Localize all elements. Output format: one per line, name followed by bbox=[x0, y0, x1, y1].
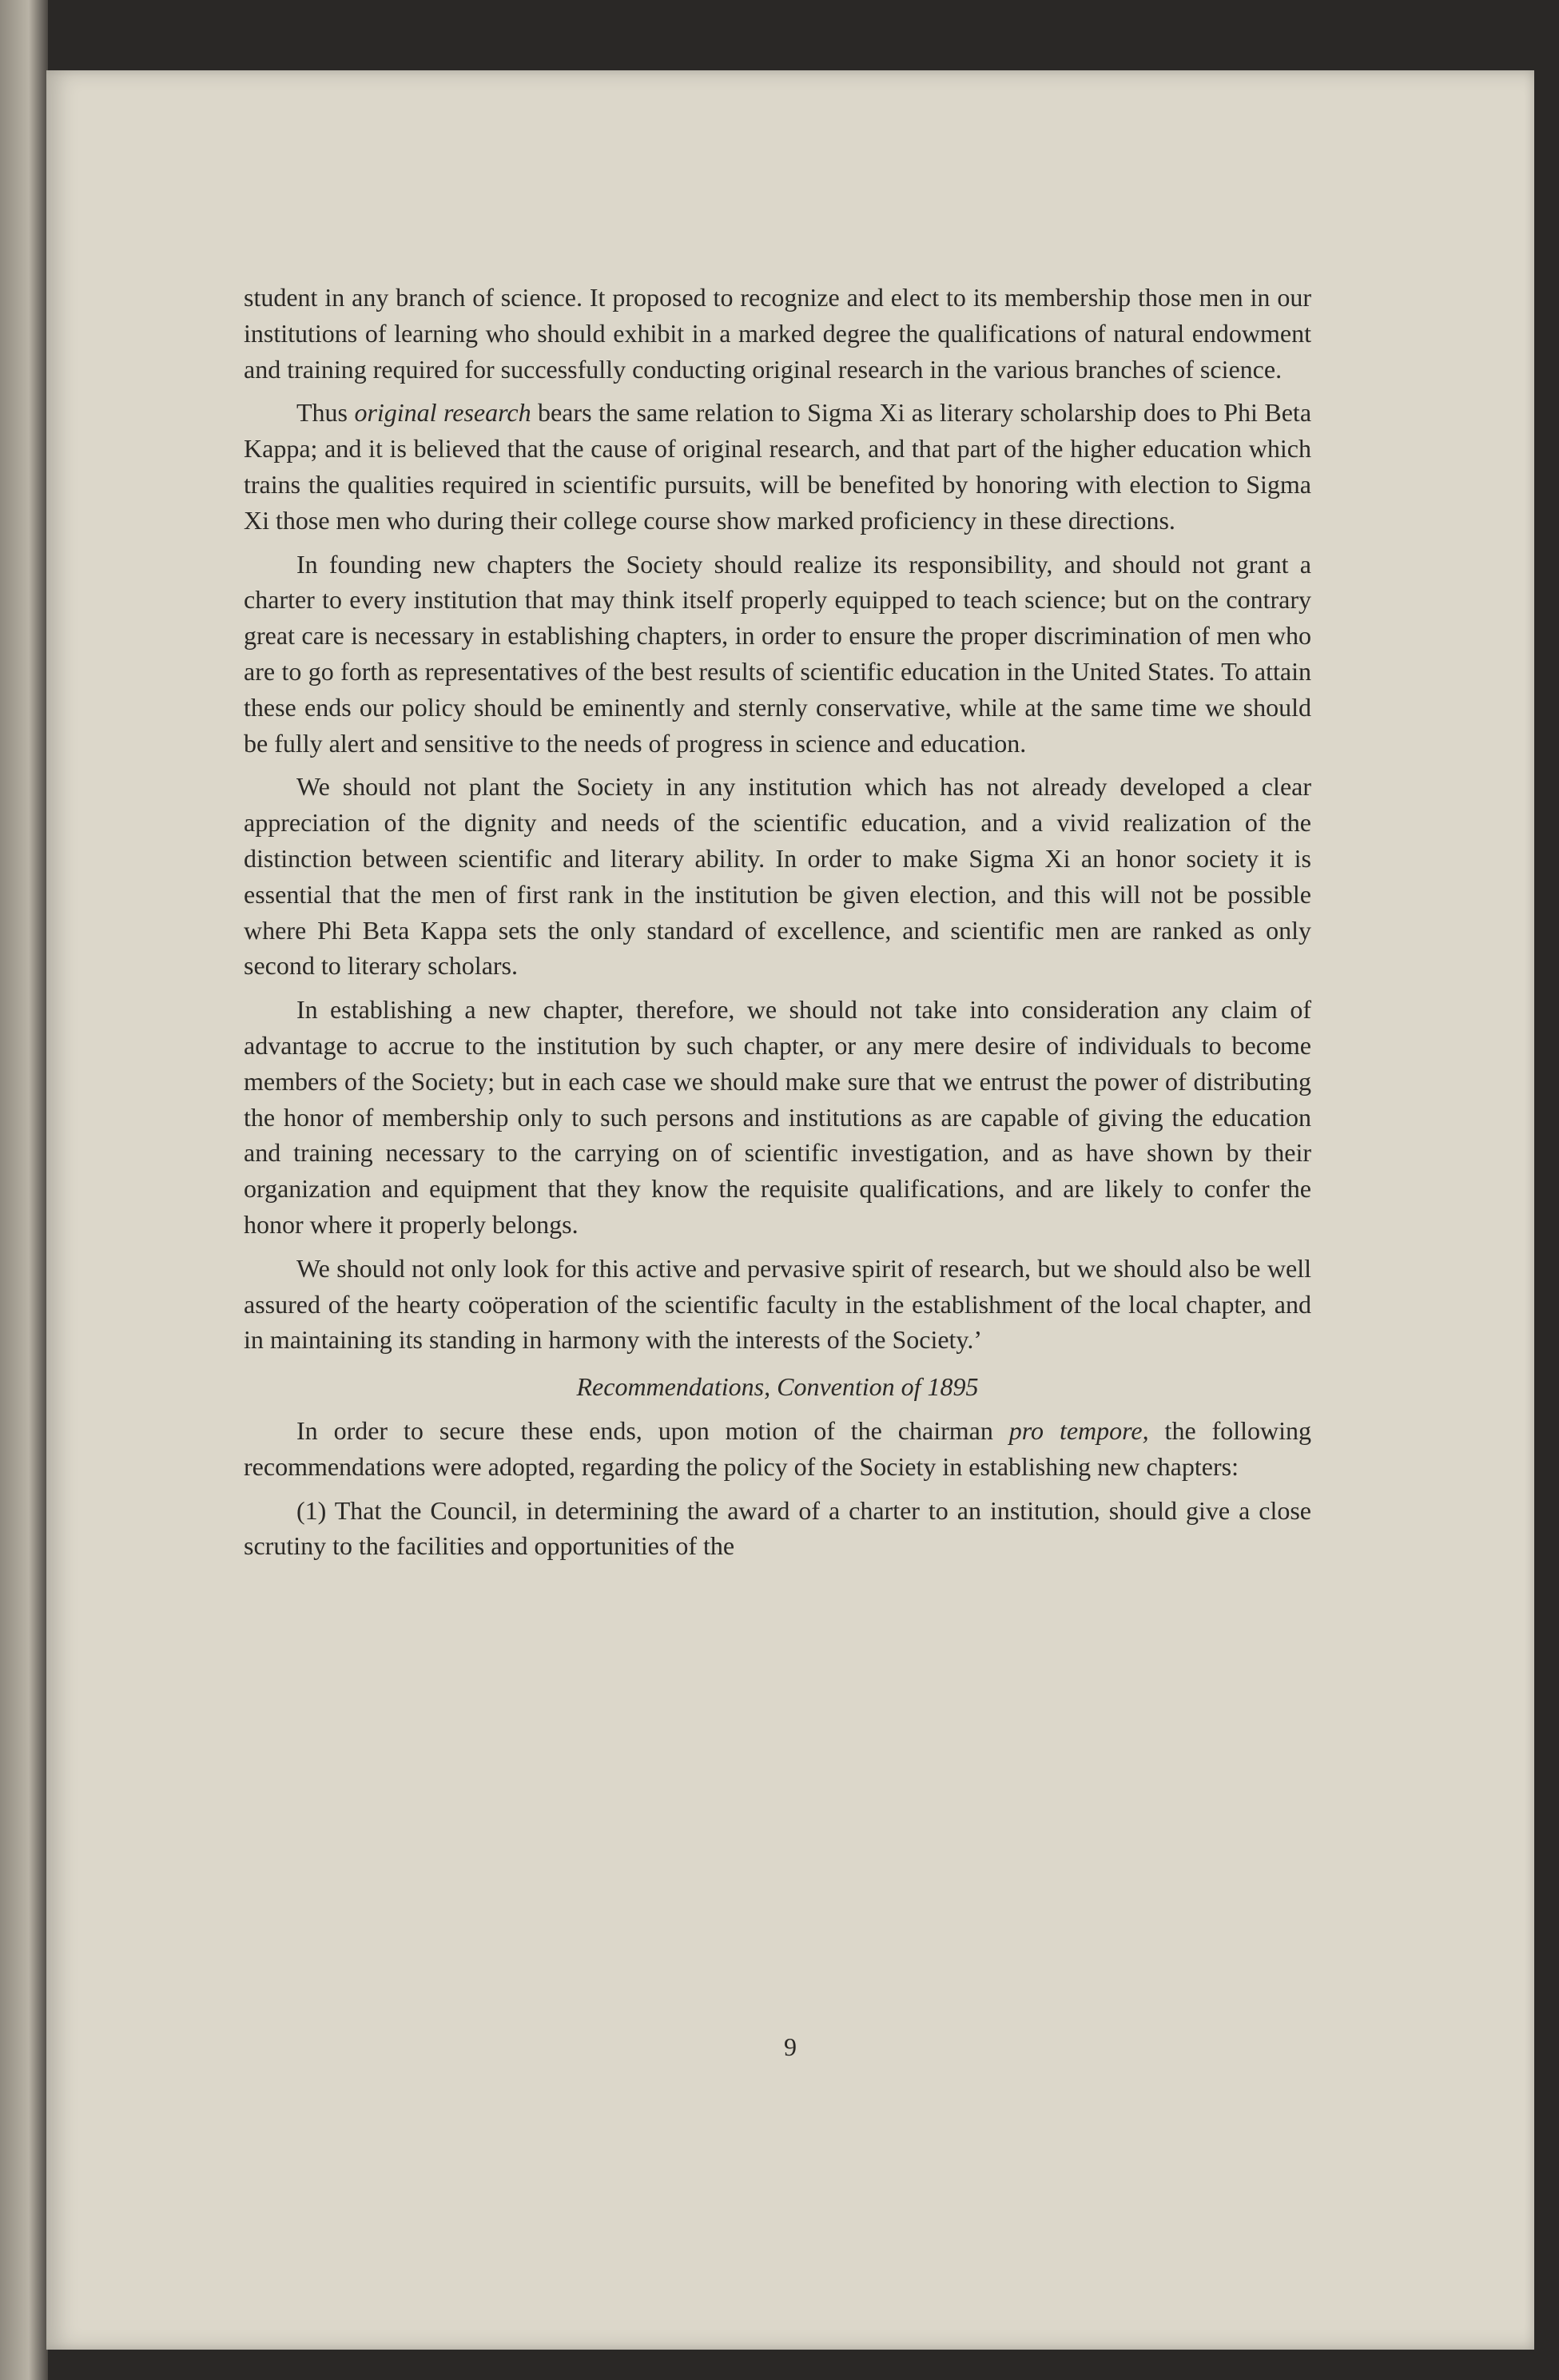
paragraph bbox=[244, 1493, 1311, 1565]
paragraph-text: the following recommendations were adopted, regarding the policy of the Society in establishing new chapters: bbox=[244, 1415, 1312, 1481]
paragraph-text: (1) That the Council, in determining the award of a charter to an institution, should give a close scrutiny to the facilities and opportunities of the bbox=[244, 1495, 1311, 1561]
paragraph-text: We should not plant the Society in any institution which has not already developed a clear appreciation of the dignity and needs of the scientific education, and a vivid realization of the distinction between scientific and literary ability. In order to make Sigma Xi an honor society it is essential that the men of first rank in the institution be given election, and this will not be possible where Phi Beta Kappa sets the only standard of excellence, and scientific men are ranked as only second to literary scholars. bbox=[244, 772, 1311, 981]
paragraph bbox=[244, 769, 1311, 984]
paragraph-text: In founding new chapters the Society should realize its responsibility, and should not grant a charter to every institution that may think itself properly equipped to teach science; but on the contrary great care is necessary in establishing chapters, in order to ensure the proper discrimination of men who are to go forth as representatives of the best results of scientific education in the United States. To attain these ends our policy should be eminently and sternly conservative, while at the same time we should be fully alert and sensitive to the needs of progress in science and education. bbox=[244, 549, 1311, 758]
paragraph-text: Thus bbox=[296, 398, 355, 428]
paragraph bbox=[244, 1413, 1311, 1485]
section-heading: Recommendations, Convention of 1895 bbox=[576, 1372, 979, 1402]
paragraph-text: In order to secure these ends, upon motion of the chairman bbox=[296, 1415, 1009, 1445]
paragraph bbox=[244, 1251, 1311, 1358]
body-paragraphs-after-heading bbox=[244, 1413, 1311, 1564]
paragraph bbox=[244, 992, 1311, 1243]
paragraph-text: bears the same relation to Sigma Xi as literary scholarship does to Phi Beta Kappa; and it is believed that the cause of original research, and that part of the higher education which trains the qualities required in scientific pursuits, will be benefited by honoring with election to Sigma Xi those men who during their college course show marked proficiency in these directions. bbox=[244, 398, 1312, 535]
page-number: 9 bbox=[784, 2032, 797, 2061]
paragraph-text: student in any branch of science. It proposed to recognize and elect to its membership those men in our institutions of learning who should exhibit in a marked degree the qualifications of natural endowment and training required for successfully conducting original research in the various branches of science. bbox=[244, 283, 1311, 384]
paragraph-text: We should not only look for this active and pervasive spirit of research, but we should also be well assured of the hearty coöperation of the scientific faculty in the establishment of the local chapter, and in maintaining its standing in harmony with the interests of the Society.’ bbox=[244, 1253, 1311, 1355]
paragraph-text: In establishing a new chapter, therefore, we should not take into consideration any claim of advantage to accrue to the institution by such chapter, or any mere desire of individuals to become members of the Society; but in each case we should make sure that we entrust the power of distributing the honor of membership only to such persons and institutions as are capable of giving the education and training necessary to the carrying on of scientific investigation, and as have shown by their organization and equipment that they know the requisite qualifications, and are likely to confer the honor where it properly belongs. bbox=[244, 995, 1311, 1239]
body-paragraphs bbox=[244, 280, 1311, 1358]
italic-text: pro tempore, bbox=[1008, 1415, 1149, 1445]
paragraph bbox=[244, 395, 1311, 538]
paragraph bbox=[244, 547, 1311, 762]
page-body bbox=[244, 280, 1311, 1572]
left-page-edge bbox=[0, 0, 48, 2380]
italic-text: original research bbox=[354, 398, 531, 428]
paragraph bbox=[244, 280, 1311, 387]
book-page bbox=[46, 70, 1534, 2350]
